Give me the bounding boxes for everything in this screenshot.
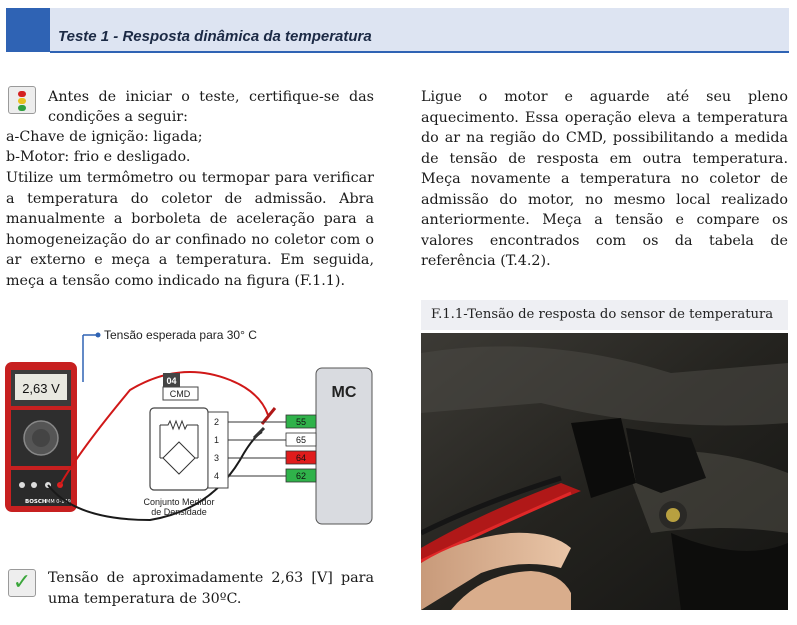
meter-brand: BOSCH — [25, 499, 47, 505]
header-underline — [50, 51, 789, 53]
expected-voltage-label: Tensão esperada para 30° C — [104, 328, 257, 342]
black-probe-tip — [254, 428, 264, 438]
sensor-photo — [421, 333, 788, 610]
header-accent-square — [6, 8, 50, 52]
checkmark-icon: ✓ — [8, 569, 36, 597]
meter-model: MM 0-149 — [46, 499, 71, 505]
section-header — [6, 8, 789, 52]
intro-line-2: condições a seguir: — [48, 109, 188, 125]
left-paragraph: Utilize um termômetro ou termopar para verificar a temperatura do coletor de admissão. Abra manualmente a borboleta de aceleração para a homogeneização do ar confinado no coletor com o ar externo e meça a temperatura. Em seguida, meça a tensão como indicado na figura (F.1.1). — [6, 170, 374, 289]
mc-pin-62-label: 62 — [295, 471, 307, 481]
pin-2: 2 — [214, 417, 220, 427]
intro-line-1: Antes de iniciar o teste, certifique-se das — [48, 89, 374, 105]
connector-label: CMD — [169, 389, 191, 399]
mc-pin-65-label: 65 — [295, 435, 307, 445]
photo-caption: F.1.1-Tensão de resposta do sensor de temperatura — [421, 300, 788, 330]
condition-a: a-Chave de ignição: ligada; — [6, 129, 203, 145]
pin-3: 3 — [214, 453, 220, 463]
mc-pin-64-label: 64 — [295, 453, 307, 463]
sensor-body — [150, 408, 208, 490]
pin-1: 1 — [214, 435, 220, 445]
connector-number: 04 — [166, 376, 177, 386]
pin-4: 4 — [214, 471, 220, 481]
mc-pin-55-label: 55 — [295, 417, 307, 427]
section-title: Teste 1 - Resposta dinâmica da temperatura — [58, 28, 372, 45]
right-paragraph: Ligue o motor e aguarde até seu pleno aquecimento. Essa operação eleva a temperatura do ar na região do CMD, possibilitando a medida de tensão de resposta em outra temperatura. Meça novamente a temperatura no coletor de admissão do motor, no mesmo local realizado anteriormente. Meça a tensão e compare os valores encontrados com os da tabela de referência (T.4.2). — [421, 89, 788, 269]
mc-label: MC — [331, 384, 357, 401]
callout-dot — [96, 333, 101, 338]
sensor-label-2: de Densidade — [151, 507, 207, 517]
result-text: Tensão de aproximadamente 2,63 [V] para uma temperatura de 30ºC. — [48, 570, 374, 607]
sensor-label-1: Conjunto Medidor — [143, 497, 215, 507]
condition-b: b-Motor: frio e desligado. — [6, 149, 191, 165]
traffic-light-icon — [8, 86, 36, 114]
wiring-diagram — [0, 320, 380, 540]
meter-reading: 2,63 V — [22, 381, 60, 396]
